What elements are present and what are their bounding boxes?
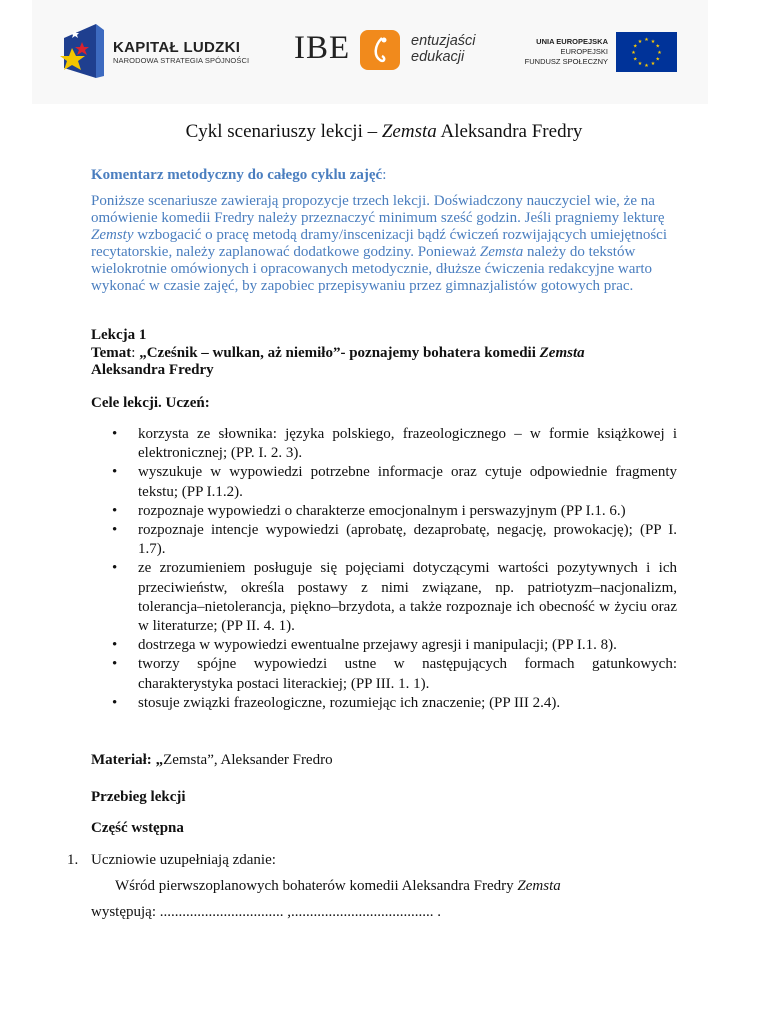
material-quote: „ [151,752,164,768]
svg-text:★: ★ [657,50,662,56]
item-number: 1. [67,852,79,868]
kapital-ludzki-text [113,40,249,66]
topic-end: Aleksandra Fredry [91,362,214,378]
comment-heading-colon: : [382,167,387,183]
comment-heading-text: Komentarz metodyczny do całego cyklu zajęć [91,167,383,183]
material-text: Zemsta”, Aleksander Fredro [163,752,333,768]
list-item: • rozpoznaje intencje wypowiedzi (aprobatę, dezaprobatę, negację, prowokację); (PP I. 1.7). [138,521,677,559]
comment-p2: wzbogacić o pracę metodą dramy/inscenizacji bądź ćwiczeń rozwijających umiejętności recytatorskie, należy zaplanować dodatkowe godziny. Ponieważ [91,227,667,261]
sentence-italic: Zemsta [517,878,561,894]
sentence-text: Wśród pierwszoplanowych bohaterów komedii Aleksandra Fredry [115,878,518,894]
document-title [0,121,768,143]
comment-p1-italic: Zemsty [91,227,134,244]
list-item: • korzysta ze słownika: języka polskiego, frazeologicznego – w formie książkowej i elektronicznej; (PP. I. 2. 3). [138,425,677,463]
svg-text:★: ★ [655,56,660,63]
entuzjasci-line2: edukacji [411,49,465,65]
svg-text:★: ★ [637,38,643,45]
svg-text:★: ★ [633,43,638,50]
svg-text:★: ★ [637,61,643,68]
svg-text:★: ★ [650,61,656,68]
svg-text:★: ★ [633,56,638,63]
title-prefix: Cykl scenariuszy lekcji – [185,121,382,142]
list-item: • stosuje związki frazeologiczne, rozumiejąc ich znaczenie; (PP III 2.4). [138,694,677,713]
list-item: • wyszukuje w wypowiedzi potrzebne informacje oraz cytuje odpowiednie fragmenty tekstu; (PP I.1.2). [138,463,677,501]
lesson-topic [91,345,681,363]
svg-text:★: ★ [644,63,649,69]
goals-heading: Cele lekcji. Uczeń: [91,395,210,411]
kapital-ludzki-title: KAPITAŁ LUDZKI [113,39,241,56]
svg-text:★: ★ [631,50,636,56]
kapital-ludzki-subtitle: NARODOWA STRATEGIA SPÓJNOŚCI [113,56,250,65]
lesson-number: Lekcja 1 [91,327,147,343]
list-item: • dostrzega w wypowiedzi ewentualne przejawy agresji i manipulacji; (PP I.1. 8). [138,636,677,655]
ue-line2: EUROPEJSKI [560,47,608,56]
list-item: • rozpoznaje wypowiedzi o charakterze emocjonalnym i perswazyjnym (PP I.1. 6.) [138,502,677,521]
intro-heading: Część wstępna [91,820,184,836]
item-text: Uczniowie uzupełniają zdanie: [91,852,276,868]
entuzjasci-line1: entuzjaści [411,33,476,49]
material-label: Materiał: [91,752,152,768]
svg-text:★: ★ [644,37,649,43]
entuzjasci-logo-icon [360,30,400,70]
entuzjasci-text [411,33,475,65]
comment-paragraph [91,193,681,296]
comment-heading [91,167,386,184]
sentence-line [115,878,561,895]
ue-line3: FUNDUSZ SPOŁECZNY [524,57,608,66]
topic-colon: : [131,344,136,361]
comment-p3: należy do tekstów wielokrotnie omówionych i opracowanych metodycznie, dłuższe ćwiczenia redakcyjne warto wykonać w czasie zajęć, by zapobiec przepisywaniu przez gimnazjalistów gotowych prac. [91,244,653,295]
ibe-logo: IBE [294,30,351,66]
comment-p2-italic: Zemsta [479,244,524,261]
material-line [91,752,333,769]
ue-line1: UNIA EUROPEJSKA [536,37,608,46]
title-italic: Zemsta [381,121,437,142]
kapital-ludzki-logo [58,20,108,82]
course-heading: Przebieg lekcji [91,789,186,805]
list-item: • ze zrozumieniem posługuje się pojęciami dotyczącymi wartości pozytywnych i ich przeciwieństw, określa postawy z nimi związane, np. patriotyzm–nacjonalizm, tolerancja–nietolerancja, piękno–brzydota, a także rozpoznaje ich obecność w życiu oraz w literaturze; (PP II. 4. 1). [138,559,677,636]
comment-p1: Poniższe scenariusze zawierają propozycje trzech lekcji. Doświadczony nauczyciel wie, że na omówienie komedii Fredry należy przeznaczyć minimum sześć godzin. Jeśli pragniemy lekturę [91,193,665,227]
list-item: • tworzy spójne wypowiedzi ustne w następujących formach gatunkowych: charakterystyka postaci literackiej; (PP III. 1. 1). [138,655,677,693]
svg-text:★: ★ [655,43,660,50]
topic-text: „Cześnik – wulkan, aż niemiło”- poznajemy bohatera komedii [135,344,540,361]
topic-italic: Zemsta [539,344,585,361]
svg-text:★: ★ [650,38,656,45]
topic-label: Temat [91,344,132,361]
goals-list [138,425,677,713]
eu-flag [616,32,677,72]
fill-in-line: występują: ................................. ,...................................... . [91,904,441,920]
ue-text [500,37,608,67]
title-suffix: Aleksandra Fredry [436,121,583,142]
lesson-header [91,327,681,380]
